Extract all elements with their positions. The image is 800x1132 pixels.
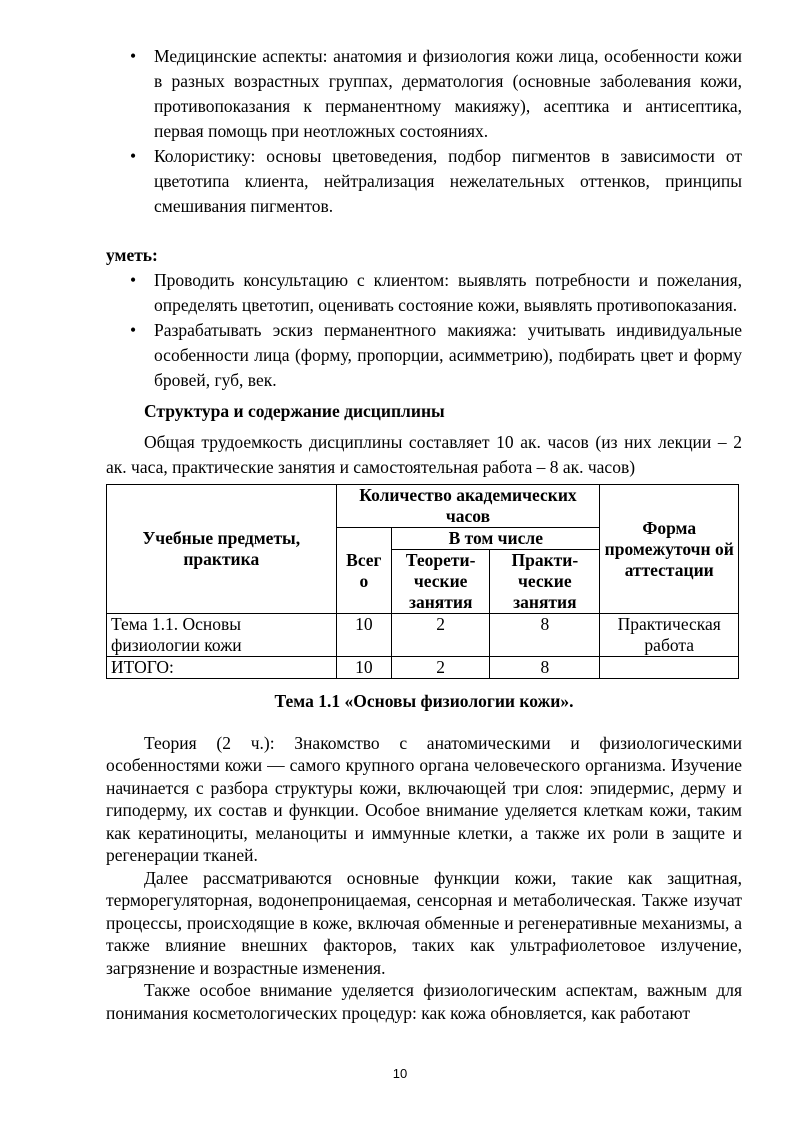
structure-heading: Структура и содержание дисциплины <box>144 401 445 421</box>
physiology-paragraph: Также особое внимание уделяется физиологическим аспектам, важным для понимания косметологических процедур: как кожа обновляется, как работают <box>106 980 742 1023</box>
skills-list <box>106 268 742 393</box>
list-item-text: Разрабатывать эскиз перманентного макияжа: учитывать индивидуальные особенности лица (форму, пропорции, асимметрию), подбирать цвет и форму бровей, губ, век. <box>154 320 742 390</box>
table-row <box>107 657 739 679</box>
list-item-text: Медицинские аспекты: анатомия и физиология кожи лица, особенности кожи в разных возрастных группах, дерматология (основные заболевания кожи, противопоказания к перманентному макияжу), асептика и антисептика, первая помощь при неотложных состояниях. <box>154 46 742 141</box>
cell-subject: ИТОГО: <box>107 657 337 679</box>
list-item <box>106 144 742 219</box>
list-item <box>106 44 742 144</box>
cell-practice: 8 <box>490 614 600 657</box>
cell-theory: 2 <box>392 657 490 679</box>
cell-subject: Тема 1.1. Основы физиологии кожи <box>107 614 337 657</box>
list-item-text: Проводить консультацию с клиентом: выявлять потребности и пожелания, определять цветотип, оценивать состояние кожи, выявлять противопоказания. <box>154 270 742 315</box>
col-theory-header: Теорети-ческие занятия <box>392 550 490 614</box>
list-item <box>106 318 742 393</box>
col-subject-header: Учебные предметы, практика <box>107 485 337 614</box>
list-item <box>106 268 742 318</box>
cell-form: Практическая работа <box>600 614 739 657</box>
page-body <box>106 44 742 1024</box>
col-hours-header: Количество академических часов <box>336 485 600 528</box>
cell-theory: 2 <box>392 614 490 657</box>
hours-table <box>106 484 739 679</box>
cell-form <box>600 657 739 679</box>
bullet-icon: • <box>130 320 137 340</box>
col-form-header: Форма промежуточн ой аттестации <box>600 485 739 614</box>
cell-total: 10 <box>336 657 392 679</box>
topic-heading: Тема 1.1 «Основы физиологии кожи». <box>274 691 574 711</box>
knowledge-list <box>106 44 742 219</box>
col-practice-header: Практи-ческие занятия <box>490 550 600 614</box>
bullet-icon: • <box>130 270 137 290</box>
cell-practice: 8 <box>490 657 600 679</box>
cell-total: 10 <box>336 614 392 657</box>
workload-paragraph: Общая трудоемкость дисциплины составляет 10 ак. часов (из них лекции – 2 ак. часа, практические занятия и самостоятельная работа – 8 ак. часов) <box>106 432 742 477</box>
page-number: 10 <box>392 1066 408 1081</box>
bullet-icon: • <box>130 146 137 166</box>
functions-paragraph: Далее рассматриваются основные функции кожи, такие как защитная, терморегуляторная, водонепроницаемая, сенсорная и метаболическая. Также изучат процессы, происходящие в коже, включая обменные и регенеративные механизмы, а также влияние внешних факторов, таких как ультрафиолетовое излучение, загрязнение и возрастные изменения. <box>106 867 742 978</box>
theory-paragraph: Теория (2 ч.): Знакомство с анатомическими и физиологическими особенностями кожи — самого крупного органа человеческого организма. Изучение начинается с разбора структуры кожи, включающей три слоя: эпидермис, дерму и гиподерму, их состав и функции. Особое внимание уделяется клеткам кожи, таким как кератиноциты, меланоциты и иммунные клетки, а также их роли в защите и регенерации тканей. <box>106 732 742 865</box>
umet-label: уметь: <box>106 245 158 265</box>
col-total-header: Всег о <box>336 528 392 614</box>
col-including-header: В том числе <box>392 528 600 550</box>
list-item-text: Колористику: основы цветоведения, подбор пигментов в зависимости от цветотипа клиента, нейтрализация нежелательных оттенков, принципы смешивания пигментов. <box>154 146 742 216</box>
table-row <box>107 614 739 657</box>
bullet-icon: • <box>130 46 137 66</box>
